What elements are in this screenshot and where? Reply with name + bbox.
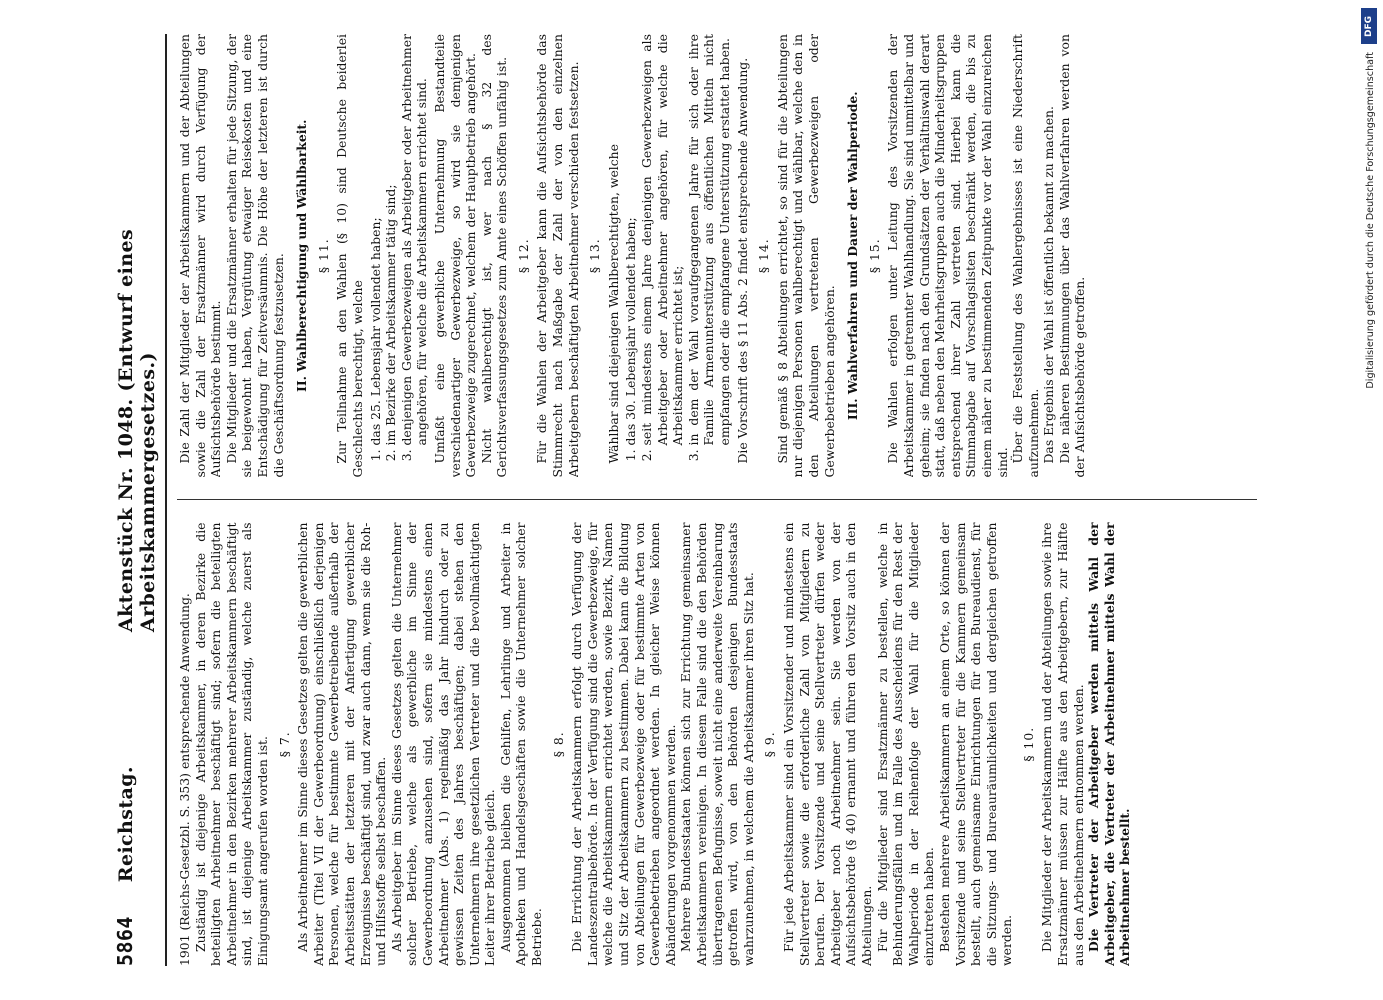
column-divider [177, 500, 1257, 501]
section-number: § 14. [756, 238, 772, 274]
paragraph: Sind gemäß § 8 Abteilungen errichtet, so sind für die Abteilungen nur diejenigen Personen wahlberechtigt und wählbar, welche den in den Abteilungen vertretenen Gewerbezweigen oder Gewerbebetrieben angehören. [774, 34, 837, 478]
numbered-list [368, 34, 430, 478]
paragraph: Als Arbeitnehmer im Sinne dieses Gesetzes gelten die gewerblichen Arbeiter (Titel VII der Gewerbeordnung) einschließlich derjenigen Personen, welche für bestimmte Gewerbetreibende außerhalb der Arbeitsstätten der letzteren mit der Anfertigung gewerblicher Erzeugnisse beschäftigt sind, und zwar auch dann, wenn sie die Roh- und Hilfsstoffe selbst beschaffen. [295, 522, 389, 966]
paragraph: Die Vorschrift des § 11 Abs. 2 findet entsprechende Anwendung. [734, 57, 750, 464]
page-header [113, 34, 167, 966]
paragraph: Bestehen mehrere Arbeitskammern an einem Orte, so können der Vorsitzende und seine Stellvertreter für die Kammern gemeinsam bestellt, auch gemeinsame Einrichtungen für den Bureaudienst, für die Sitzungs- und Bureauräumlichkeiten und dergleichen getroffen werden. [936, 522, 1015, 966]
section-number: § 11. [315, 238, 331, 274]
section-number: § 10. [1020, 726, 1036, 762]
dfg-logo: DFG [1361, 8, 1377, 44]
paragraph: Die Mitglieder der Arbeitskammern und der Abteilungen sowie ihre Ersatzmänner müssen zur Hälfte aus den Arbeitgebern, zur Hälfte aus den Arbeitnehmern entnommen werden. [1039, 522, 1086, 966]
text-columns [177, 34, 1257, 966]
list-item: 3. in dem der Wahl voraufgegangenen Jahre für sich oder ihre Familie Armenunterstützung aus öffentlichen Mitteln nicht empfangen oder die empfangene Unterstützung erstattet haben. [686, 34, 733, 446]
right-column [177, 34, 1257, 478]
paragraph: 1901 (Reichs-Gesetzbl. S. 353) entsprechende Anwendung. [177, 593, 192, 966]
list-item: 2. im Bezirke der Arbeitskammer tätig sind; [383, 34, 399, 446]
paragraph: Für die Wahlen der Arbeitgeber kann die Aufsichtsbehörde das Stimmrecht nach Maßgabe der Zahl der von den einzelnen Arbeitgebern beschäftigten Arbeitnehmer verschieden festsetzen. [534, 34, 581, 478]
paragraph: Zur Teilnahme an den Wahlen (§ 10) sind Deutsche beiderlei Geschlechts berechtigt, welche [334, 34, 365, 478]
paragraph: Die Errichtung der Arbeitskammern erfolgt durch Verfügung der Landeszentralbehörde. In der Verfügung sind die Gewerbezweige, für welche die Arbeitskammern errichtet werden, sowie Bezirk, Namen und Sitz der Arbeitskammern zu bestimmen. Dabei kann die Bildung von Abteilungen für Gewerbezweige oder für bestimmte Arten von Gewerbebetrieben angeordnet werden. In gleicher Weise können Abänderungen vorgenommen werden. [569, 522, 678, 966]
chapter-heading: II. Wahlberechtigung und Wählbarkeit. [294, 119, 310, 392]
digitization-credit [1359, 2, 1381, 652]
numbered-list [623, 34, 732, 478]
paragraph: Zuständig ist diejenige Arbeitskammer, in deren Bezirke die beteiligten Arbeitnehmer beschäftigt sind; sofern die beteiligten Arbeitnehmer in den Bezirken mehrerer Arbeitskammern beschäftigt sind, ist diejenige Arbeitskammer zuständig, welche zuerst als Einigungsamt angerufen worden ist. [192, 522, 270, 966]
paragraph: Nicht wahlberechtigt ist, wer nach § 32 des Gerichtsverfassungsgesetzes zum Amte eines Schöffen unfähig ist. [478, 34, 510, 478]
list-item: 3. denjenigen Gewerbezweigen als Arbeitgeber oder Arbeitnehmer angehören, für welche die Arbeitskammern errichtet sind. [399, 34, 430, 446]
left-column [177, 523, 1257, 967]
paragraph: Die Vertreter der Arbeitgeber werden mittels Wahl der Arbeitgeber, die Vertreter der Arbeitnehmer mittels Wahl der Arbeitnehmer bestellt. [1086, 522, 1133, 966]
section-number: § 9. [762, 731, 778, 758]
paragraph: Ausgenommen bleiben die Gehilfen, Lehrlinge und Arbeiter in Apotheken und Handelsgeschäften sowie die Unternehmer solcher Betriebe. [497, 522, 545, 966]
paragraph: Umfaßt eine gewerbliche Unternehmung Bestandteile verschiedenartiger Gewerbezweige, so wird sie demjenigen Gewerbezweige zugerechnet, welchem der Hauptbetrieb angehört. [431, 34, 479, 478]
section-number: § 12. [515, 238, 531, 274]
list-item: 1. das 25. Lebensjahr vollendet haben; [368, 34, 384, 446]
center-running-title: Aktenstück Nr. 1048. (Entwurf eines Arbeitskammergesetzes.) [115, 228, 159, 633]
section-number: § 7. [276, 731, 292, 758]
digitization-note: Digitalisierung gefördert durch die Deutsche Forschungsgemeinschaft [1365, 52, 1376, 389]
paragraph: Wählbar sind diejenigen Wahlberechtigten, welche [605, 144, 621, 464]
paragraph: Die näheren Bestimmungen über das Wahlverfahren werden von der Aufsichtsbehörde getroffen. [1056, 34, 1088, 478]
paragraph: Die Zahl der Mitglieder der Arbeitskammern und der Abteilungen sowie die Zahl der Ersatzmänner wird durch Verfügung der Aufsichtsbehörde bestimmt. [177, 34, 224, 478]
paragraph: Für jede Arbeitskammer sind ein Vorsitzender und mindestens ein Stellvertreter sowie die erforderliche Zahl von Mitgliedern zu berufen. Der Vorsitzende und seine Stellvertreter dürfen weder Arbeitgeber noch Arbeitnehmer sein. Sie werden von der Aufsichtsbehörde (§ 40) ernannt und führen den Vorsitz auch in den Abteilungen. [780, 522, 874, 966]
paragraph: Als Arbeitgeber im Sinne dieses Gesetzes gelten die Unternehmer solcher Betriebe, welche als gewerbliche im Sinne der Gewerbeordnung anzusehen sind, sofern sie mindestens einen Arbeitnehmer (Abs. 1) regelmäßig das Jahr hindurch oder zu gewissen Zeiten des Jahres beschäftigen; dabei stehen den Unternehmern ihre gesetzlichen Vertreter und die bevollmächtigten Leiter ihrer Betriebe gleich. [388, 522, 498, 966]
page-number: 5864 [113, 916, 137, 966]
paragraph: Das Ergebnis der Wahl ist öffentlich bekannt zu machen. [1041, 106, 1057, 464]
chapter-heading: III. Wahlverfahren und Dauer der Wahlperiode. [845, 91, 861, 421]
paragraph: Über die Feststellung des Wahlergebnisses ist eine Niederschrift aufzunehmen. [1010, 34, 1041, 478]
rotated-page [95, 0, 1275, 1000]
left-running-title: Reichstag. [115, 766, 137, 883]
list-item: 2. seit mindestens einem Jahre denjenigen Gewerbezweigen als Arbeitgeber oder Arbeitnehmer angehören, für welche die Arbeitskammer errichtet ist; [639, 34, 686, 446]
paragraph: Für die Mitglieder sind Ersatzmänner zu bestellen, welche in Behinderungsfällen und im Falle des Ausscheidens für den Rest der Wahlperiode in der Reihenfolge der Wahl für die Mitglieder einzutreten haben. [874, 522, 937, 966]
paragraph: Die Wahlen erfolgen unter Leitung des Vorsitzenden der Arbeitskammer in getrennter Wahlhandlung. Sie sind unmittelbar und geheim; sie finden nach den Grundsätzen der Verhältniswahl derart statt, daß neben den Mehrheitsgruppen auch die Minderheitsgruppen entsprechend ihrer Zahl vertreten sind. Hierbei kann die Stimmabgabe auf Vorschlagslisten beschränkt werden, die bis zu einem näher zu bestimmenden Zeitpunkte vor der Wahl einzureichen sind. [885, 34, 1010, 478]
paragraph: Die Mitglieder und die Ersatzmänner erhalten für jede Sitzung, der sie beigewohnt haben, Vergütung etwaiger Reisekosten und eine Entschädigung für Zeitversäumnis. Die Höhe der letzteren ist durch die Geschäftsordnung festzusetzen. [223, 34, 286, 478]
paragraph: Mehrere Bundesstaaten können sich zur Errichtung gemeinsamer Arbeitskammern vereinigen. In diesem Falle sind die den Behörden übertragenen Befugnisse, soweit nicht eine anderweite Vereinbarung getroffen wird, von den Behörden desjenigen Bundesstaats wahrzunehmen, in welchem die Arbeitskammer ihren Sitz hat. [678, 522, 756, 966]
section-number: § 15. [866, 238, 882, 274]
list-item: 1. das 30. Lebensjahr vollendet haben; [623, 34, 639, 446]
section-number: § 13. [587, 238, 603, 274]
section-number: § 8. [550, 731, 566, 758]
